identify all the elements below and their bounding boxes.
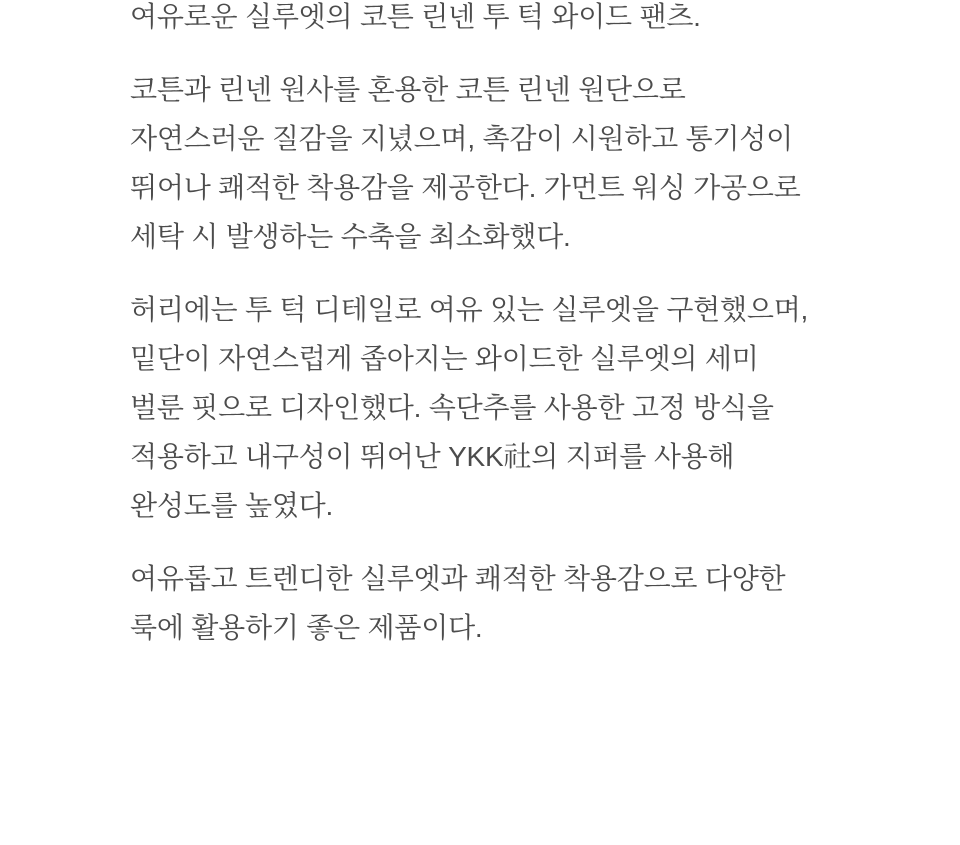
description-line: 완성도를 높였다. (130, 490, 334, 521)
description-line: 허리에는 투 턱 디테일로 여유 있는 실루엣을 구현했으며, (130, 294, 809, 325)
description-line: 룩에 활용하기 좋은 제품이다. (130, 612, 483, 643)
description-line: 뛰어나 쾌적한 착용감을 제공한다. 가먼트 워싱 가공으로 (130, 172, 801, 203)
description-line: 밑단이 자연스럽게 좁아지는 와이드한 실루엣의 세미 (130, 343, 759, 374)
description-line: 적용하고 내구성이 뛰어난 YKK社의 지퍼를 사용해 (130, 441, 735, 472)
description-line: 여유로운 실루엣의 코튼 린넨 투 턱 와이드 팬츠. (130, 1, 701, 32)
description-paragraph-intro (130, 0, 900, 41)
description-paragraph-fabric (130, 65, 900, 261)
description-line: 벌룬 핏으로 디자인했다. 속단추를 사용한 고정 방식을 (130, 392, 774, 423)
description-line: 코튼과 린넨 원사를 혼용한 코튼 린넨 원단으로 (130, 74, 686, 105)
description-line: 여유롭고 트렌디한 실루엣과 쾌적한 착용감으로 다양한 (130, 563, 786, 594)
description-paragraph-summary (130, 554, 900, 652)
description-line: 자연스러운 질감을 지녔으며, 촉감이 시원하고 통기성이 (130, 123, 793, 154)
description-paragraph-design (130, 285, 900, 530)
description-line: 세탁 시 발생하는 수축을 최소화했다. (130, 221, 571, 252)
